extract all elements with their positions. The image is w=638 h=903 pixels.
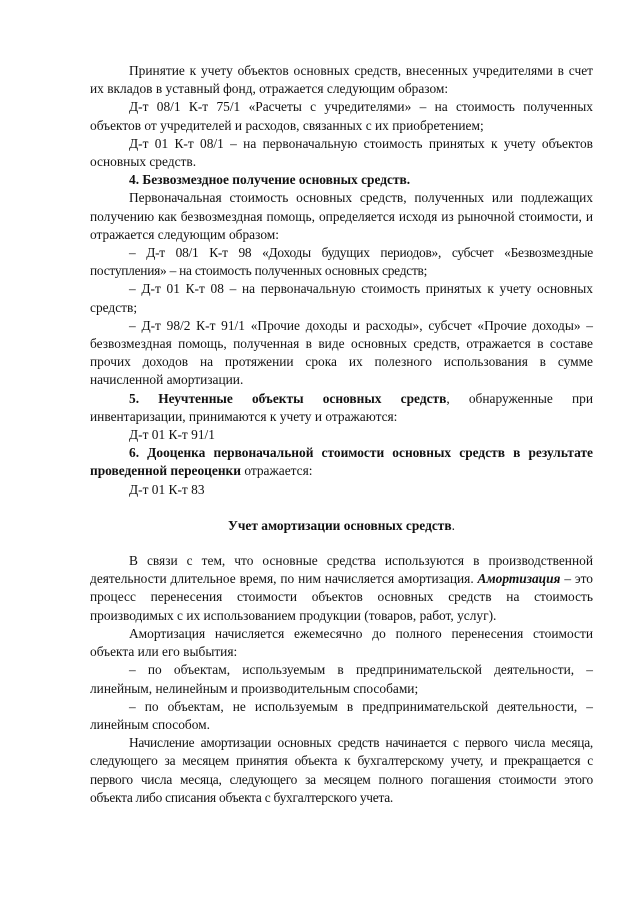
section-title: [90, 517, 593, 535]
depreciation-term: Амортизация: [477, 571, 561, 587]
entry-d01-k83: Д-т 01 К-т 83: [129, 481, 205, 497]
paragraph-free-receipt-valuation: Первоначальная стоимость основных средств, полученных или подлежащих получению как безвозмездная помощь, определяется исходя из рыночной стоимости, и отражается следующим образом:: [90, 190, 593, 242]
depreciation-definition: – это процесс перенесения стоимости объектов основных средств на стоимость производимых с их использованием продукции (товаров, работ, услуг).: [90, 571, 593, 623]
paragraph-monthly-accrual: Амортизация начисляется ежемесячно до полного перенесения стоимости объекта или его выбытия:: [90, 625, 593, 660]
heading-revaluation: [90, 444, 593, 480]
entry-d01-k08: Д-т 01 К-т 08/1 – на первоначальную стоимость принятых к учету объектов основных средств.: [90, 135, 593, 170]
heading-free-receipt-text: 4. Безвозмездное получение основных средств.: [129, 172, 411, 188]
list-item-business-assets: – по объектам, используемым в предпринимательской деятельности, – линейным, нелинейным и производительным способами;: [90, 662, 593, 696]
heading-free-receipt: [90, 171, 593, 189]
entry-d98-k91: – Д-т 98/2 К-т 91/1 «Прочие доходы и расходы», субсчет «Прочие доходы» – безвозмездная помощь, полученная в виде основных средств, отражается в составе прочих доходов на протяжении срока их полезного использования в сумме начисленной амортизации.: [90, 317, 593, 388]
paragraph-founders-contribution: Принятие к учету объектов основных средств, внесенных учредителями в счет их вкладов в уставный фонд, отражается следующим образом:: [90, 63, 593, 97]
entry-d01-k08-initial: – Д-т 01 К-т 08 – на первоначальную стоимость принятых к учету основных средств;: [90, 281, 593, 315]
entry-d01-k91: Д-т 01 К-т 91/1: [129, 427, 215, 443]
paragraph-accrual-period: Начисление амортизации основных средств начинается с первого числа месяца, следующего за месяцем принятия объекта к бухгалтерскому учету, и прекращается с первого числа месяца, следующего за месяцем полного погашения стоимости этого объекта либо списания объекта с бухгалтерского учета.: [90, 735, 593, 805]
heading-revaluation-bold: 6. Дооценка первоначальной стоимости основных средств в результате проведенной переоценки: [90, 445, 593, 479]
document-body: [90, 62, 593, 807]
entry-d08-k98: – Д-т 08/1 К-т 98 «Доходы будущих периодов», субсчет «Безвозмездные поступления» – на стоимость полученных основных средств;: [90, 245, 593, 279]
heading-revaluation-rest: отражается:: [240, 463, 313, 479]
depreciation-intro: В связи с тем, что основные средства используются в производственной деятельности длительное время, по ним начисляется амортизация.: [90, 553, 593, 587]
heading-unaccounted-assets-rest: , обнаруженные при инвентаризации, принимаются к учету и отражаются:: [90, 390, 593, 424]
heading-unaccounted-assets-bold: 5. Неучтенные объекты основных средств: [129, 390, 447, 406]
paragraph-depreciation-definition: [90, 552, 593, 625]
list-item-non-business-assets: – по объектам, не используемым в предпринимательской деятельности, – линейным способом.: [90, 698, 593, 732]
heading-unaccounted-assets: [90, 390, 593, 426]
section-title-dot: .: [451, 517, 455, 533]
entry-d08-k75: Д-т 08/1 К-т 75/1 «Расчеты с учредителями» – на стоимость полученных объектов от учредителей и расходов, связанных с их приобретением;: [90, 99, 593, 133]
section-title-text: Учет амортизации основных средств: [228, 517, 452, 533]
